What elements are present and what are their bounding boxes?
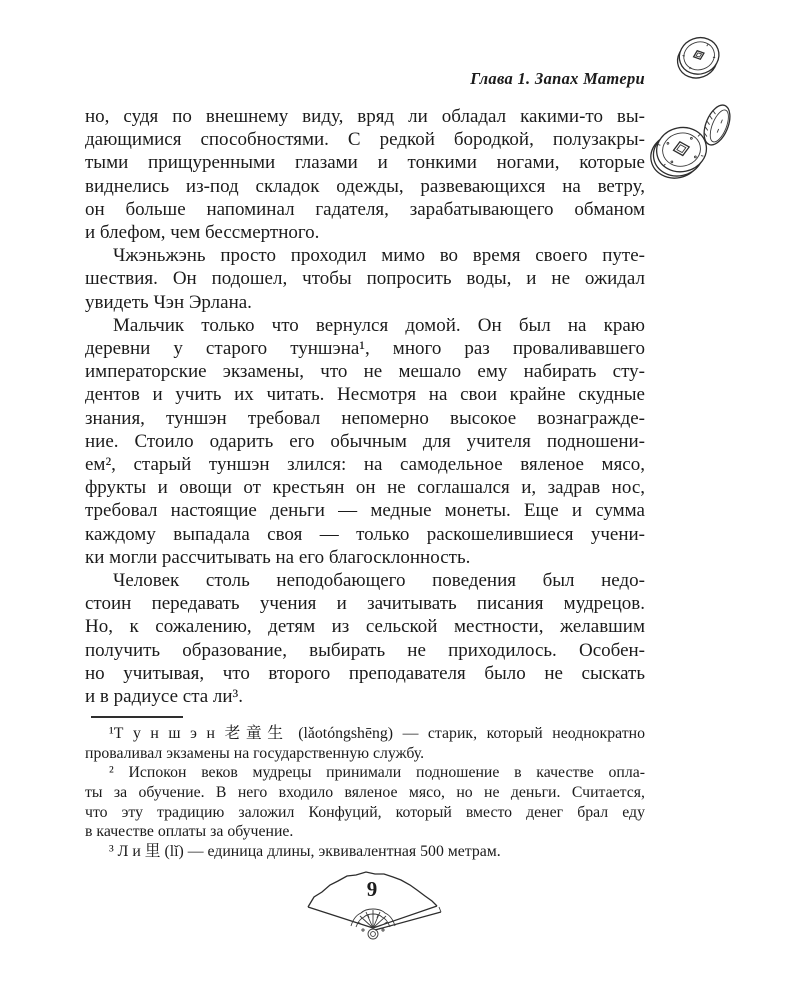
text-line: увидеть Чэн Эрлана.	[85, 291, 252, 313]
text-line: что эту традицию заложил Конфуций, который вместо денег брал еду	[85, 803, 645, 821]
text-line: тыми прищуренными глазами и тонкими ногами, которые	[85, 152, 645, 174]
paragraph	[85, 105, 645, 244]
text-line: Чжэньжэнь просто проходил мимо во время своего путе-	[113, 245, 645, 267]
page-number: 9	[366, 877, 378, 901]
paragraph	[85, 569, 645, 708]
paragraph	[85, 842, 645, 862]
text-line: ³ Л и 里 (lǐ) — единица длины, эквивалентная 500 метрам.	[109, 842, 501, 860]
text-line: ² Испокон веков мудрецы принимали подношение в качестве опла-	[109, 764, 645, 782]
text-line: дентов и учить их читать. Несмотря на свои крайне скудные	[85, 384, 645, 406]
paragraph	[85, 763, 645, 841]
text-line: но, судя по внешнему виду, вряд ли обладал какими-то вы-	[85, 106, 645, 127]
text-line: ки могли рассчитывать на его благосклонность.	[85, 546, 471, 568]
text-line: в качестве оплаты за обучение.	[85, 823, 294, 841]
running-header: Глава 1. Запах Матери	[470, 69, 645, 88]
text-line: шествия. Он подошел, чтобы попросить воды, и не ожидал	[85, 268, 645, 290]
coin-icon	[671, 32, 725, 83]
text-line: деревни у старого туншэна¹, много раз проваливавшего	[85, 338, 645, 360]
text-line: императорские экзамены, что не мешало ему набирать сту-	[85, 361, 645, 383]
paragraph	[85, 314, 645, 569]
text-line: каждому выпадала своя — только раскошелившиеся учени-	[85, 523, 645, 545]
text-line: ем², старый туншэн злился: на самодельное вяленое мясо,	[85, 454, 645, 476]
paragraph	[85, 244, 645, 314]
text-line: ¹Т у н ш э н 老童生 (lǎotóngshēng) — старик, который неоднократно	[109, 725, 645, 743]
coin-icon	[646, 123, 712, 183]
text-line: но учитывая, что второго преподавателя было не сыскать	[85, 662, 645, 684]
text-line: фрукты и овощи от крестьян он не соглашался и, задрав нос,	[85, 477, 645, 499]
footnote-rule	[91, 716, 183, 718]
text-line: ты за обучение. В него входило вяленое мясо, но не деньги. Считается,	[85, 784, 645, 802]
text-line: знания, туншэн требовал непомерно высокое вознагражде-	[85, 407, 645, 429]
text-line: Но, к сожалению, детям из сельской местности, желавшим	[85, 616, 645, 638]
text-line: Мальчик только что вернулся домой. Он был на краю	[113, 314, 645, 336]
text-line: проваливал экзамены на государственную службу.	[85, 744, 425, 762]
text-line: ние. Стоило одарить его обычным для учителя подношени-	[85, 430, 645, 452]
paragraph	[85, 724, 645, 763]
text-block	[85, 105, 645, 861]
fan-pivot-ornament	[351, 909, 395, 939]
text-line: и в радиусе ста ли³.	[85, 686, 244, 708]
text-line: он больше напоминал гадателя, зарабатывающего обманом	[85, 198, 645, 220]
text-line: требовал настоящие деньги — медные монеты. Еще и сумма	[85, 500, 645, 522]
page-number-ornament	[300, 866, 450, 946]
body-text	[85, 105, 645, 708]
text-line: Человек столь неподобающего поведения был недо-	[113, 570, 645, 592]
text-line: получить образование, выбирать не приходилось. Особен-	[85, 639, 645, 661]
falling-coins-icon	[635, 15, 765, 190]
text-line: стоин передавать учения и зачитывать писания мудрецов.	[85, 593, 645, 615]
footnotes	[85, 724, 645, 861]
text-line: и блефом, чем бессмертного.	[85, 222, 320, 244]
text-line: дающимися способностями. С редкой бородкой, полузакры-	[85, 129, 645, 151]
text-line: виднелись из-под складок одежды, развевающихся на ветру,	[85, 175, 645, 197]
